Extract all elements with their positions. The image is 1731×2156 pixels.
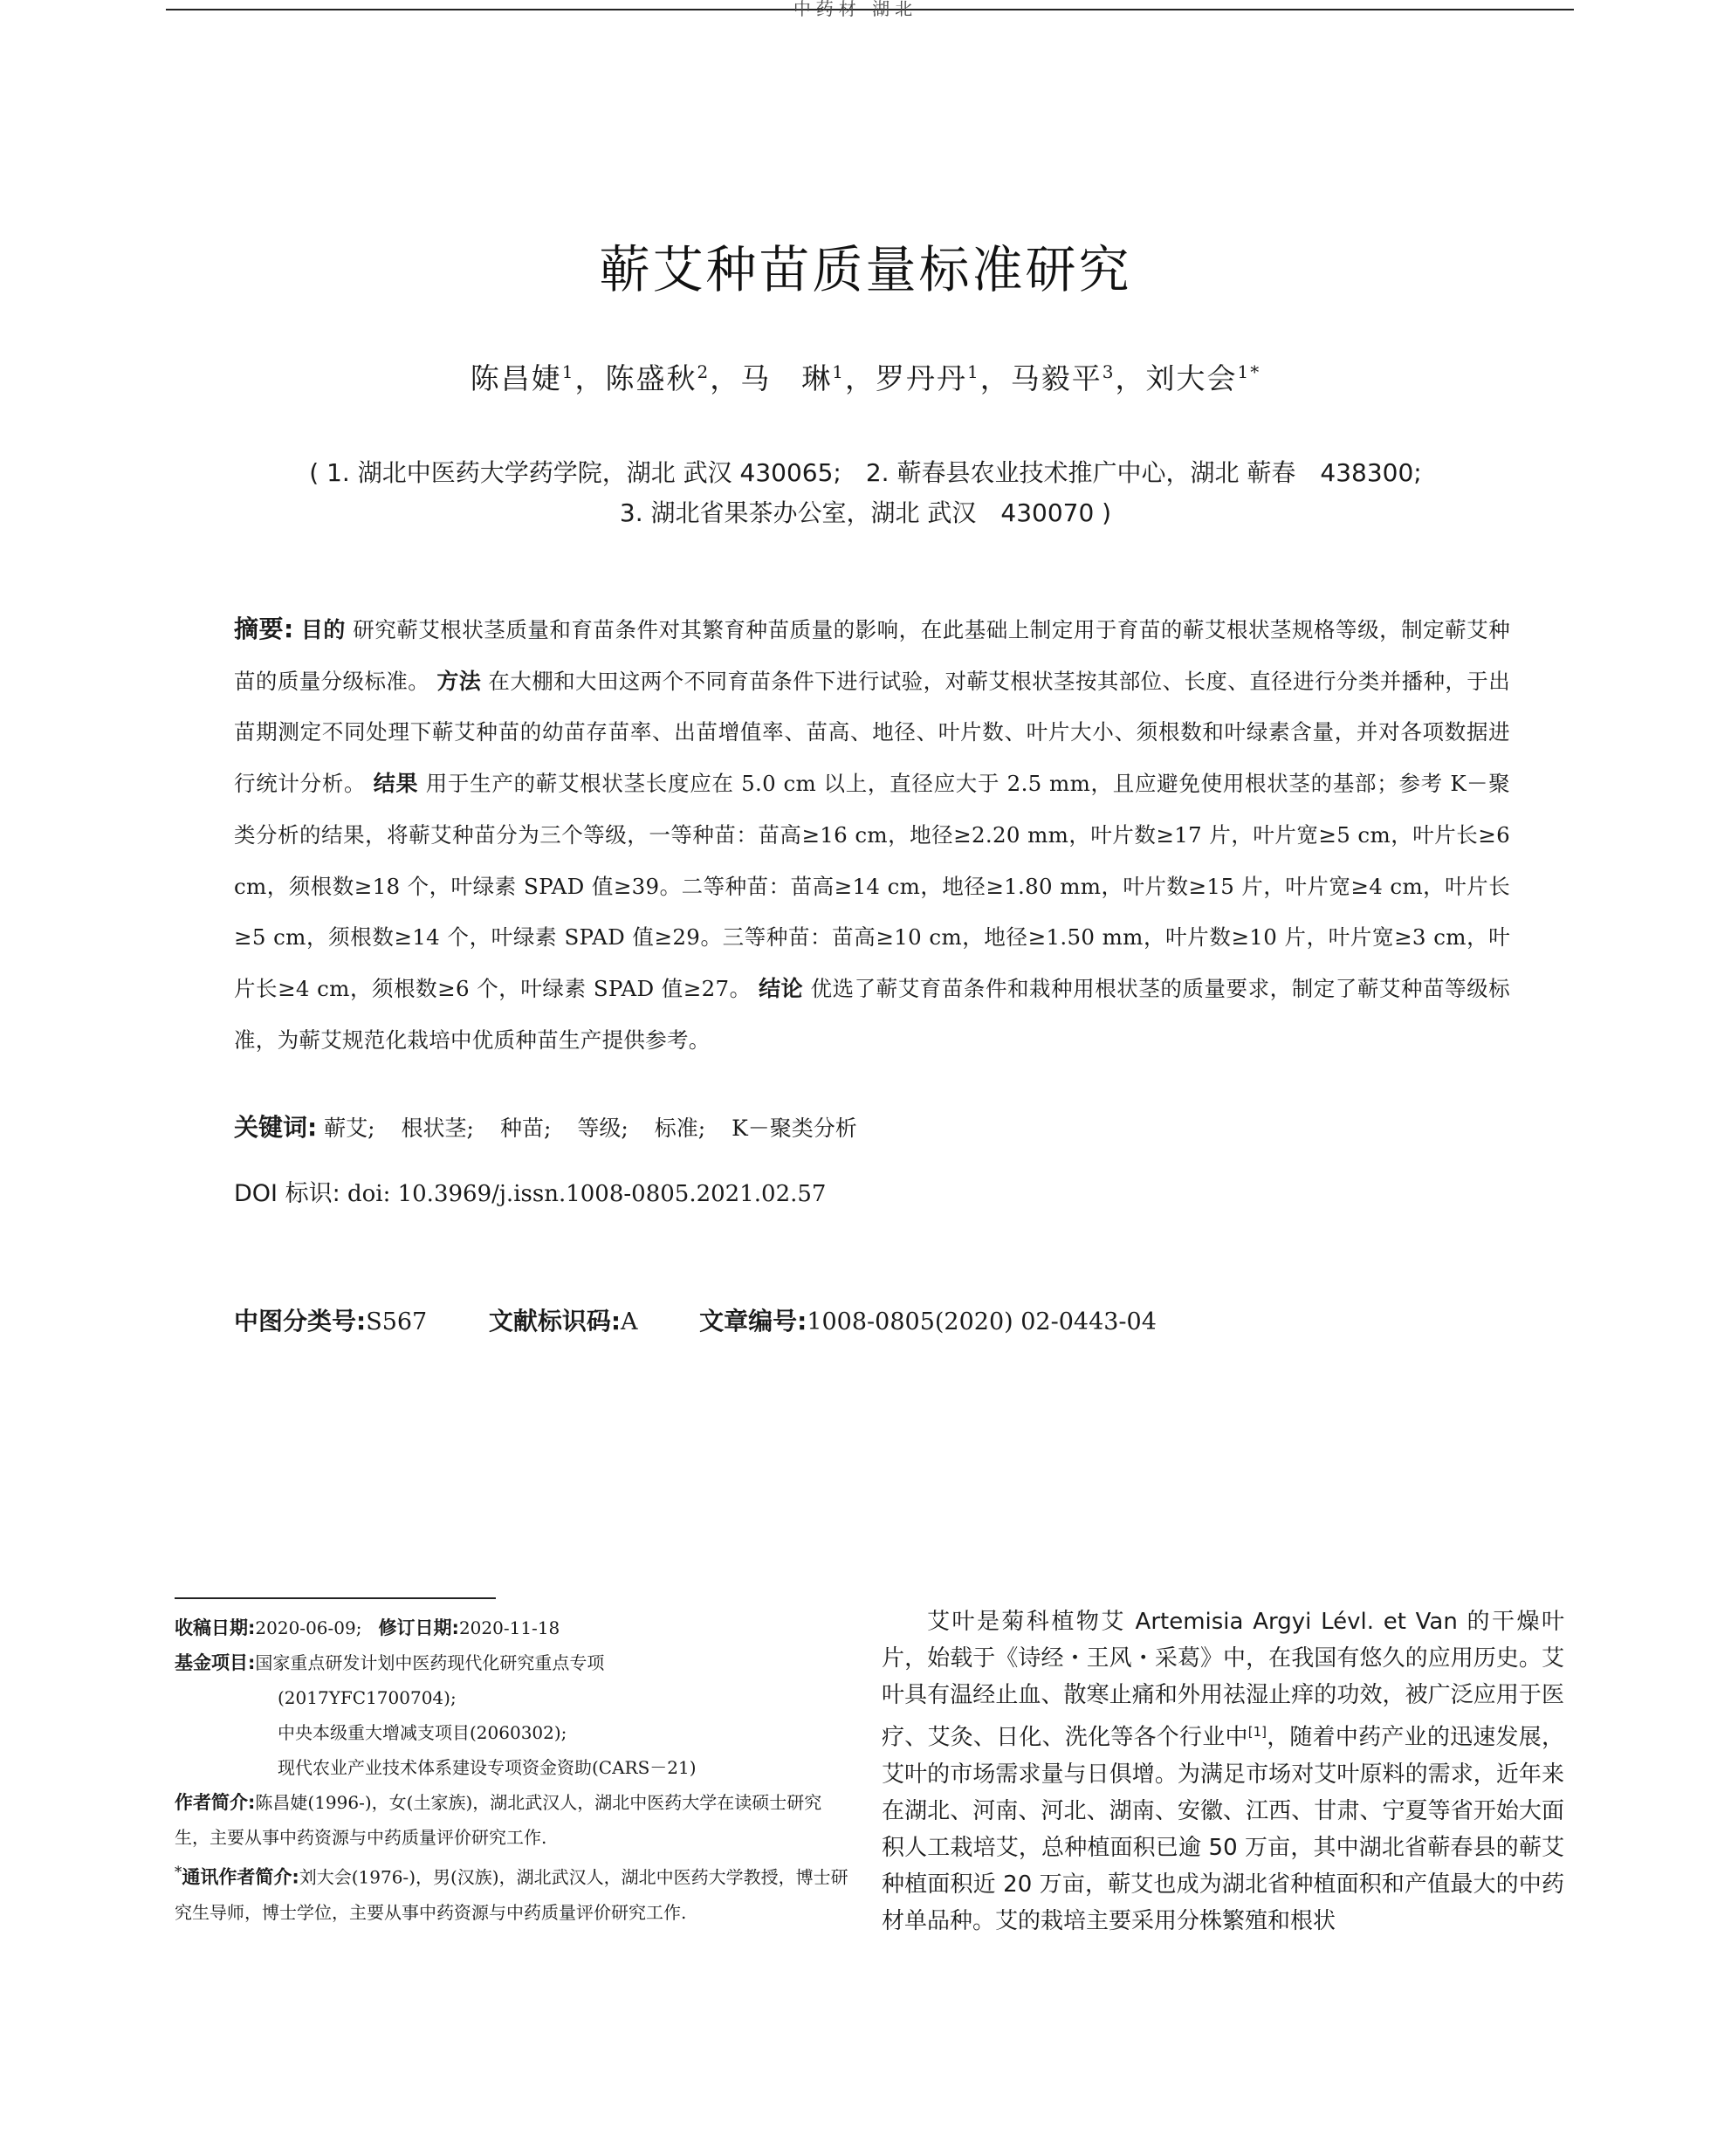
body-text: 艾叶是菊科植物艾 Artemisia Argyi Lévl. et Van 的干燥叶片，始载于《诗经・王风・采葛》中，在我国有悠久的应用历史。艾叶具有温经止血、散寒止痛和外用祛湿止痒的功效，被广泛应用于医疗、艾灸、日化、洗化等各个行业中 (882, 1609, 1564, 1751)
revised-date: 2020-11-18 (458, 1617, 560, 1638)
corr-text: 刘大会(1976-)，男(汉族)，湖北武汉人，湖北中医药大学教授，博士研究生导师，博士学位，主要从事中药资源与中药质量评价研究工作. (175, 1866, 848, 1923)
doi-label: DOI 标识: (234, 1180, 340, 1207)
clc-label: 中图分类号: (234, 1307, 367, 1335)
fund-1-code: (2017YFC1700704); (278, 1687, 457, 1708)
keyword: 根状茎; (401, 1116, 474, 1141)
author-affil-mark: 1 (832, 361, 845, 382)
dates-line (175, 1610, 855, 1645)
keywords-label: 关键词: (234, 1113, 318, 1142)
corresponding-author-bio (175, 1855, 855, 1930)
doc-code-label: 文献标识码: (488, 1307, 622, 1335)
body-paragraph (882, 1603, 1564, 1940)
fund-2: 中央本级重大增减支项目(2060302); (278, 1722, 567, 1743)
method-text: 在大棚和大田这两个不同育苗条件下进行试验，对蕲艾根状茎按其部位、长度、直径进行分类并播种，于出苗期测定不同处理下蕲艾种苗的幼苗存苗率、出苗增值率、苗高、地径、叶片数、叶片大小、须根数和叶绿素含量，并对各项数据进行统计分析。 (234, 668, 1510, 797)
author-name: 马毅平 (1010, 361, 1102, 395)
corr-label: 通讯作者简介: (182, 1866, 299, 1888)
author-bio-text: 陈昌婕(1996-)，女(土家族)，湖北武汉人，湖北中医药大学在读硕士研究生，主要从事中药资源与中药质量评价研究工作. (175, 1792, 822, 1848)
author-affil-mark: 1* (1237, 361, 1261, 382)
result-label: 结果 (373, 771, 419, 797)
objective-label: 目的 (300, 617, 346, 642)
body-text: ，随着中药产业的迅速发展，艾叶的市场需求量与日俱增。为满足市场对艾叶原料的需求，近年来在湖北、河南、河北、湖南、安徽、江西、甘肃、宁夏等省开始大面积人工栽培艾，总种植面积已逾 50 万亩，其中湖北省蕲春县的蕲艾种植面积近 20 万亩，蕲艾也成为湖北省种植面积和产值最大的中药材单品种。艾的栽培主要采用分株繁殖和根状 (882, 1724, 1564, 1934)
abstract (234, 604, 1510, 1066)
keywords (234, 1109, 876, 1143)
author-name: 陈盛秋 (605, 361, 697, 395)
running-header: 中药材 湖北 (793, 0, 918, 19)
fund-label: 基金项目: (175, 1652, 256, 1673)
affiliation-line-2: 3. 湖北省果茶办公室，湖北 武汉 430070 ) (619, 498, 1112, 527)
doi-value: doi: 10.3969/j.issn.1008-0805.2021.02.57 (347, 1181, 827, 1207)
fund-line (175, 1645, 855, 1680)
doi-line (234, 1174, 826, 1208)
corr-mark: * (175, 1864, 182, 1880)
keyword: K－聚类分析 (732, 1116, 857, 1141)
keyword: 标准; (654, 1116, 706, 1141)
received-label: 收稿日期: (175, 1617, 256, 1638)
conclusion-text: 优选了蕲艾育苗条件和栽种用根状茎的质量要求，制定了蕲艾种苗等级标准，为蕲艾规范化栽培中优质种苗生产提供参考。 (234, 975, 1510, 1053)
author-affil-mark: 3 (1102, 361, 1116, 382)
revised-label: 修订日期: (378, 1617, 459, 1638)
result-text: 用于生产的蕲艾根状茎长度应在 5.0 cm 以上，直径应大于 2.5 mm，且应避免使用根状茎的基部；参考 K－聚类分析的结果，将蕲艾种苗分为三个等级，一等种苗：苗高≥16 cm，地径≥2.20 mm，叶片数≥17 片，叶片宽≥5 cm，叶片长≥6 cm，须根数≥18 个，叶绿素 SPAD 值≥39。二等种苗：苗高≥14 cm，地径≥1.80 mm，叶片数≥15 片，叶片宽≥4 cm，叶片长≥5 cm，须根数≥14 个，叶绿素 SPAD 值≥29。三等种苗：苗高≥10 cm，地径≥1.50 mm，叶片数≥10 片，叶片宽≥3 cm，叶片长≥4 cm，须根数≥6 个，叶绿素 SPAD 值≥27。 (234, 771, 1510, 1001)
abstract-label: 摘要: (234, 615, 294, 643)
objective-text: 研究蕲艾根状茎质量和育苗条件对其繁育种苗质量的影响，在此基础上制定用于育苗的蕲艾根状茎规格等级，制定蕲艾种苗的质量分级标准。 (234, 617, 1510, 694)
keyword: 蕲艾; (324, 1116, 375, 1141)
author-bio (175, 1785, 855, 1855)
clc-value: S567 (366, 1308, 428, 1335)
classification-row (234, 1302, 1157, 1337)
doc-code-value: A (621, 1308, 638, 1335)
author-name: 马 琳 (740, 361, 833, 395)
author-name: 罗丹丹 (876, 361, 967, 395)
author-affil-mark: 1 (561, 361, 575, 382)
body-column (882, 1603, 1564, 1940)
fund-3: 现代农业产业技术体系建设专项资金资助(CARS－21) (278, 1757, 697, 1778)
affiliation-line-1: ( 1. 湖北中医药大学药学院，湖北 武汉 430065; 2. 蕲春县农业技术推广中心，湖北 蕲春 438300; (309, 458, 1422, 487)
footnotes (175, 1610, 855, 1930)
keyword: 种苗; (499, 1116, 552, 1141)
paper-title: 蕲艾种苗质量标准研究 (599, 240, 1132, 299)
footnote-rule (175, 1597, 496, 1599)
author-bio-label: 作者简介: (175, 1792, 256, 1813)
author-name: 陈昌婕 (470, 361, 562, 395)
received-date: 2020-06-09; (255, 1617, 362, 1638)
author-affil-mark: 1 (967, 361, 980, 382)
conclusion-label: 结论 (759, 975, 804, 1001)
author-name: 刘大会 (1145, 361, 1238, 395)
article-number-label: 文章编号: (699, 1307, 807, 1335)
keyword: 等级; (577, 1116, 629, 1141)
author-list: 陈昌婕$^1$，陈盛秋$^2$，马 琳$^1$，罗丹丹$^1$，马毅平$^3$，刘大会$^{1*}$ (470, 361, 1261, 395)
method-label: 方法 (436, 668, 482, 694)
citation-ref[interactable]: [1] (1247, 1724, 1267, 1740)
article-number-value: 1008-0805(2020) 02-0443-04 (807, 1308, 1157, 1335)
fund-1: 国家重点研发计划中医药现代化研究重点专项 (255, 1652, 605, 1673)
author-affil-mark: 2 (697, 361, 711, 382)
